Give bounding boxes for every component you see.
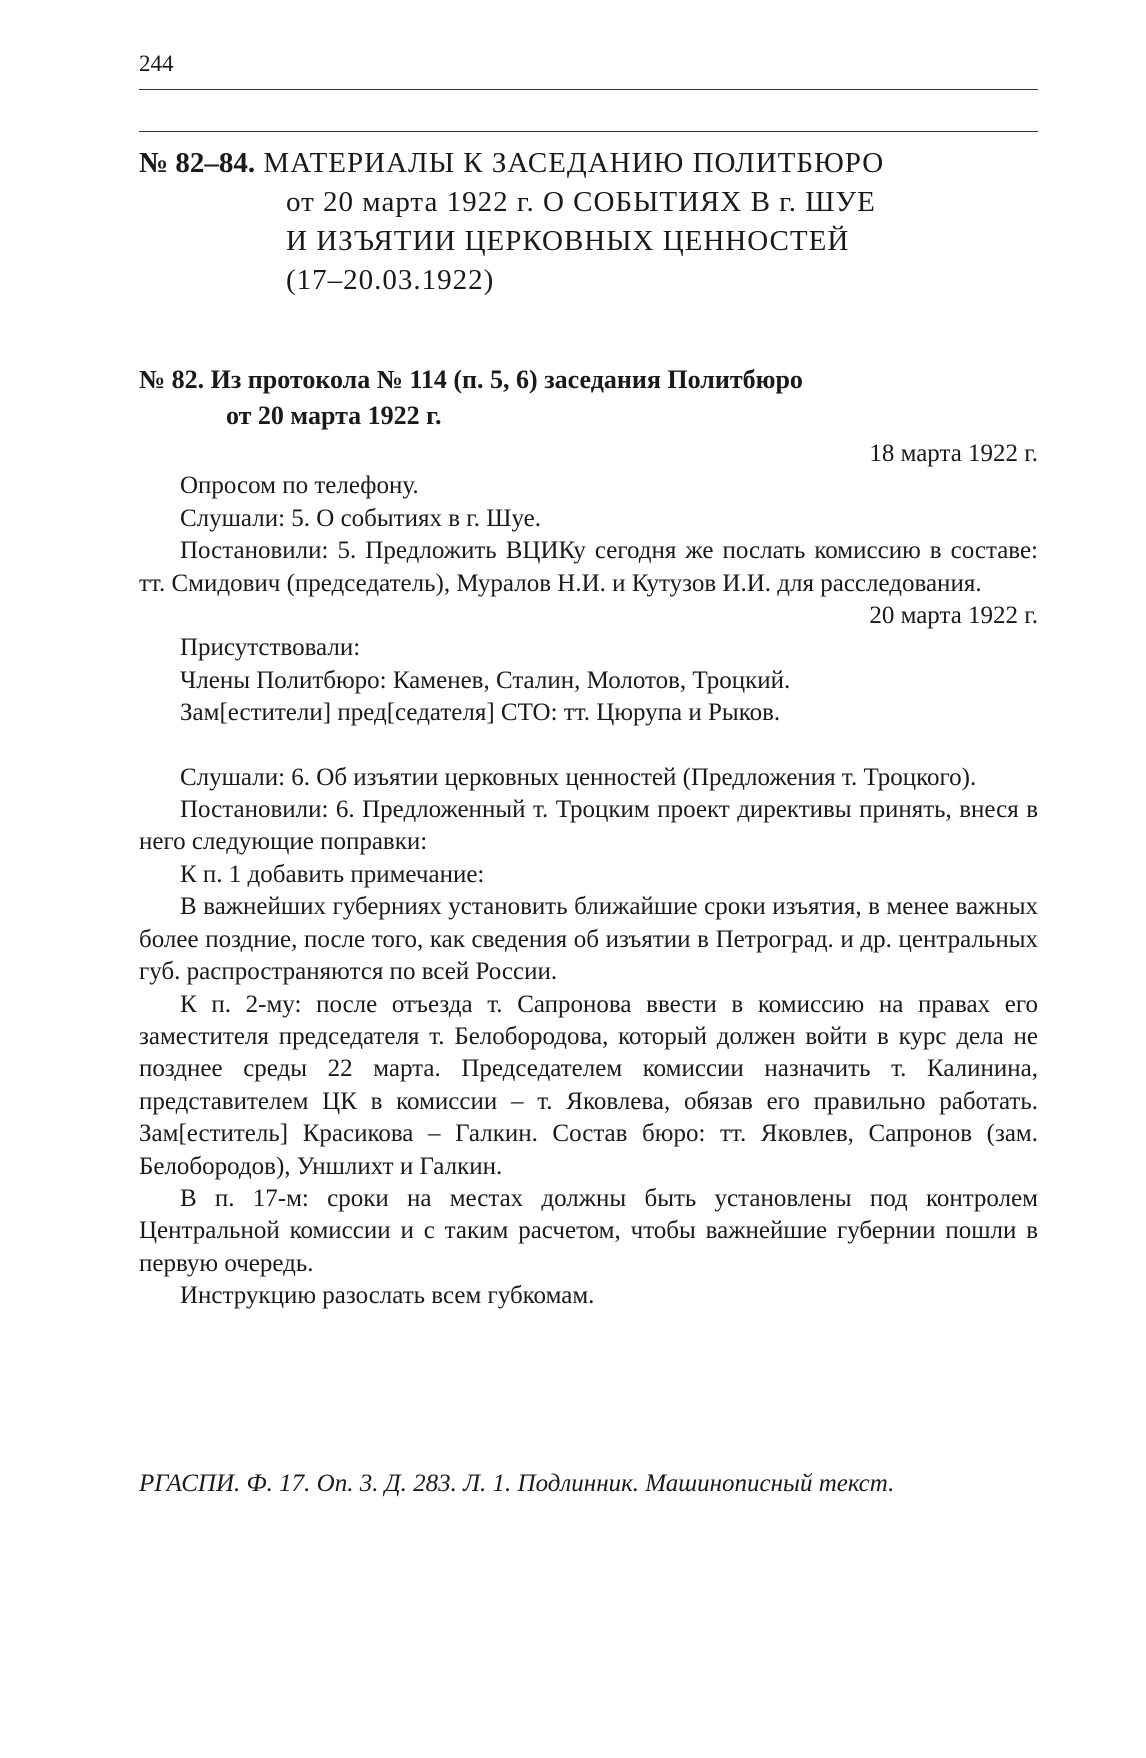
paragraph: В п. 17-м: сроки на местах должны быть установлены под контролем Центральной комиссии и с таким расчетом, чтобы важнейшие губернии пошли в первую очередь.	[139, 1184, 1038, 1277]
paragraph: К п. 2-му: после отъезда т. Сапронова ввести в комиссию на правах его заместителя председателя т. Белобородова, который должен войти в курс дела не позднее среды 22 марта. Председателем комиссии назначить т. Калинина, представителем ЦК в комиссии – т. Яковлева, обязав его правильно работать. Зам[еститель] Красикова – Галкин. Состав бюро: тт. Яковлев, Сапронов (зам. Белобородов), Уншлихт и Галкин.	[139, 990, 1038, 1180]
paragraph: К п. 1 добавить примечание:	[180, 860, 485, 888]
section-heading	[139, 144, 1019, 300]
paragraph: Присутствовали:	[180, 634, 361, 662]
spacer	[139, 730, 1038, 762]
paragraph: Постановили: 6. Предложенный т. Троцким проект директивы принять, внеся в него следующие поправки:	[139, 796, 1038, 856]
page-number: 244	[139, 51, 174, 76]
paragraph: Опросом по телефону.	[180, 472, 419, 500]
date-2: 20 марта 1922 г.	[869, 602, 1038, 630]
paragraph: В важнейших губерниях установить ближайшие сроки изъятия, в менее важных более поздние, после того, как сведения об изъятии в Петроград. и др. центральных губ. распространяются по всей России.	[139, 893, 1038, 986]
paragraph: Слушали: 5. О событиях в г. Шуе.	[180, 504, 541, 532]
paragraph: Инструкцию разослать всем губкомам.	[180, 1282, 595, 1310]
section-title-line-4: (17–20.03.1922)	[286, 264, 495, 296]
header-rule	[139, 89, 1038, 90]
date-1: 18 марта 1922 г.	[869, 440, 1038, 467]
section-number: № 82–84.	[139, 147, 256, 179]
paragraph: Зам[естители] пред[седателя] СТО: тт. Цюрупа и Рыков.	[180, 699, 781, 727]
section-title-line-2: от 20 марта 1922 г. О СОБЫТИЯХ В г. ШУЕ	[286, 186, 876, 218]
document-body	[139, 438, 1038, 1313]
paragraph: Постановили: 5. Предложить ВЦИКу сегодня же послать комиссию в составе: тт. Смидович (председатель), Муралов Н.И. и Кутузов И.И. для расследования.	[139, 537, 1038, 597]
section-rule	[139, 131, 1038, 132]
paragraph: Члены Политбюро: Каменев, Сталин, Молотов, Троцкий.	[180, 666, 791, 694]
archival-source: РГАСПИ. Ф. 17. Оп. 3. Д. 283. Л. 1. Подлинник. Машинописный текст.	[139, 1470, 895, 1497]
document-title	[139, 362, 1019, 434]
section-title-line-3: И ИЗЪЯТИИ ЦЕРКОВНЫХ ЦЕННОСТЕЙ	[286, 225, 850, 257]
paragraph: Слушали: 6. Об изъятии церковных ценностей (Предложения т. Троцкого).	[180, 763, 977, 791]
section-title-line-1: МАТЕРИАЛЫ К ЗАСЕДАНИЮ ПОЛИТБЮРО	[263, 147, 885, 179]
document-title-line-1: № 82. Из протокола № 114 (п. 5, 6) заседания Политбюро	[139, 365, 803, 394]
document-title-line-2: от 20 марта 1922 г.	[226, 401, 442, 430]
